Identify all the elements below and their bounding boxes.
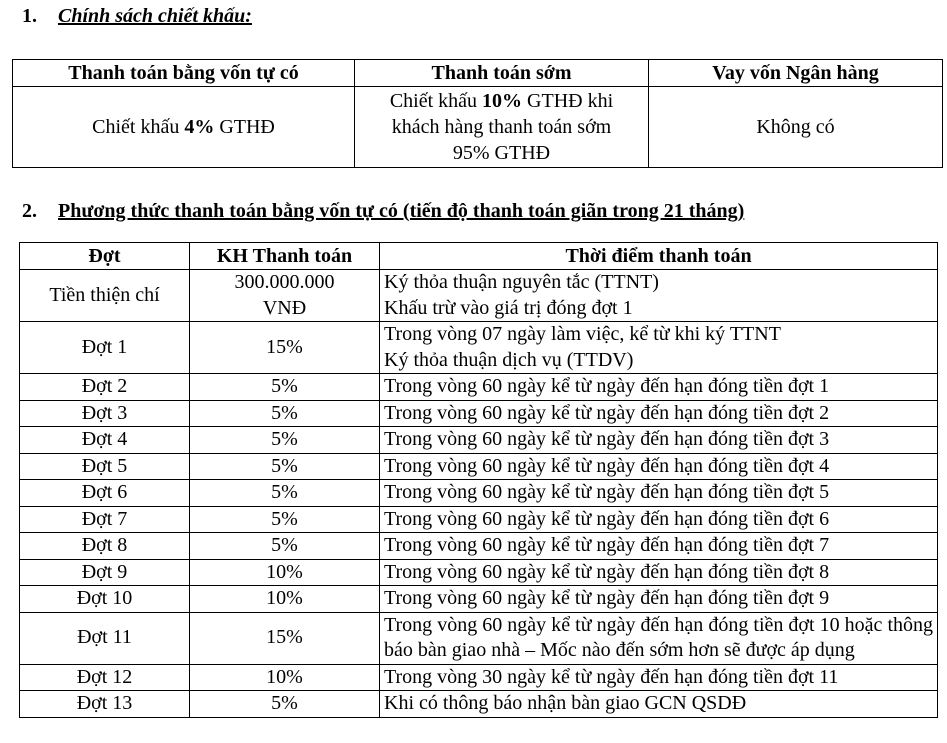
early-payment-rate: 10%	[482, 90, 523, 112]
amount-cell: 5%	[190, 506, 380, 533]
bank-loan-discount: Không có	[649, 87, 943, 168]
phase-cell: Đợt 5	[20, 453, 190, 480]
header-amount: KH Thanh toán	[190, 243, 380, 270]
phase-cell: Đợt 7	[20, 506, 190, 533]
section-2-title: Phương thức thanh toán bằng vốn tự có (tiến độ thanh toán giãn trong 21 tháng)	[58, 200, 745, 222]
section-1-title: Chính sách chiết khấu:	[58, 5, 252, 27]
amount-cell: 15%	[190, 322, 380, 374]
amount-cell: 5%	[190, 480, 380, 507]
header-timing: Thời điểm thanh toán	[380, 243, 938, 270]
timing-cell: Trong vòng 07 ngày làm việc, kể từ khi ký TTNT Ký thỏa thuận dịch vụ (TTDV)	[380, 322, 938, 374]
timing-cell: Trong vòng 60 ngày kể từ ngày đến hạn đóng tiền đợt 2	[380, 400, 938, 427]
timing-cell: Ký thỏa thuận nguyên tắc (TTNT) Khấu trừ vào giá trị đóng đợt 1	[380, 270, 938, 322]
timing-cell: Trong vòng 60 ngày kể từ ngày đến hạn đóng tiền đợt 6	[380, 506, 938, 533]
phase-cell: Đợt 4	[20, 427, 190, 454]
amount-cell: 10%	[190, 586, 380, 613]
discount-policy-table	[12, 59, 943, 168]
section-1-number: 1.	[22, 5, 37, 27]
phase-cell: Đợt 9	[20, 559, 190, 586]
phase-cell: Đợt 12	[20, 664, 190, 691]
phase-cell: Đợt 6	[20, 480, 190, 507]
amount-cell: 15%	[190, 612, 380, 664]
amount-cell: 5%	[190, 400, 380, 427]
amount-cell: 5%	[190, 374, 380, 401]
phase-cell: Đợt 3	[20, 400, 190, 427]
header-self-funded: Thanh toán bằng vốn tự có	[13, 60, 355, 87]
table-header-row	[20, 243, 938, 270]
table-row	[20, 691, 938, 718]
phase-cell: Đợt 2	[20, 374, 190, 401]
table-row	[20, 612, 938, 664]
timing-cell: Khi có thông báo nhận bàn giao GCN QSDĐ	[380, 691, 938, 718]
timing-cell: Trong vòng 60 ngày kể từ ngày đến hạn đóng tiền đợt 1	[380, 374, 938, 401]
phase-cell: Tiền thiện chí	[20, 270, 190, 322]
amount-cell: 5%	[190, 691, 380, 718]
table-row	[20, 270, 938, 322]
timing-cell: Trong vòng 60 ngày kể từ ngày đến hạn đóng tiền đợt 8	[380, 559, 938, 586]
phase-cell: Đợt 11	[20, 612, 190, 664]
table-row	[20, 533, 938, 560]
table-row	[20, 559, 938, 586]
amount-cell: 10%	[190, 664, 380, 691]
phase-cell: Đợt 8	[20, 533, 190, 560]
timing-cell: Trong vòng 60 ngày kể từ ngày đến hạn đóng tiền đợt 7	[380, 533, 938, 560]
phase-cell: Đợt 10	[20, 586, 190, 613]
timing-cell: Trong vòng 60 ngày kể từ ngày đến hạn đóng tiền đợt 3	[380, 427, 938, 454]
table-row	[20, 664, 938, 691]
header-bank-loan: Vay vốn Ngân hàng	[649, 60, 943, 87]
self-funded-rate: 4%	[184, 116, 215, 138]
self-funded-discount: Chiết khấu 4% GTHĐ	[13, 87, 355, 168]
early-payment-discount: Chiết khấu 10% GTHĐ khi khách hàng thanh toán sớm 95% GTHĐ	[355, 87, 649, 168]
table-row	[20, 453, 938, 480]
table-row	[20, 427, 938, 454]
amount-cell: 10%	[190, 559, 380, 586]
header-early-payment: Thanh toán sớm	[355, 60, 649, 87]
timing-cell: Trong vòng 60 ngày kể từ ngày đến hạn đóng tiền đợt 10 hoặc thông báo bàn giao nhà – Mốc nào đến sớm hơn sẽ được áp dụng	[380, 612, 938, 664]
header-phase: Đợt	[20, 243, 190, 270]
table-header-row	[13, 60, 943, 87]
table-row	[13, 87, 943, 168]
table-row	[20, 506, 938, 533]
phase-cell: Đợt 13	[20, 691, 190, 718]
table-row	[20, 586, 938, 613]
table-row	[20, 322, 938, 374]
table-row	[20, 374, 938, 401]
section-2-number: 2.	[22, 200, 37, 222]
timing-cell: Trong vòng 30 ngày kể từ ngày đến hạn đóng tiền đợt 11	[380, 664, 938, 691]
timing-cell: Trong vòng 60 ngày kể từ ngày đến hạn đóng tiền đợt 4	[380, 453, 938, 480]
amount-cell: 5%	[190, 453, 380, 480]
timing-cell: Trong vòng 60 ngày kể từ ngày đến hạn đóng tiền đợt 5	[380, 480, 938, 507]
amount-cell: 300.000.000 VNĐ	[190, 270, 380, 322]
amount-cell: 5%	[190, 427, 380, 454]
payment-schedule-table	[19, 242, 938, 718]
table-row	[20, 400, 938, 427]
table-row	[20, 480, 938, 507]
timing-cell: Trong vòng 60 ngày kể từ ngày đến hạn đóng tiền đợt 9	[380, 586, 938, 613]
phase-cell: Đợt 1	[20, 322, 190, 374]
amount-cell: 5%	[190, 533, 380, 560]
